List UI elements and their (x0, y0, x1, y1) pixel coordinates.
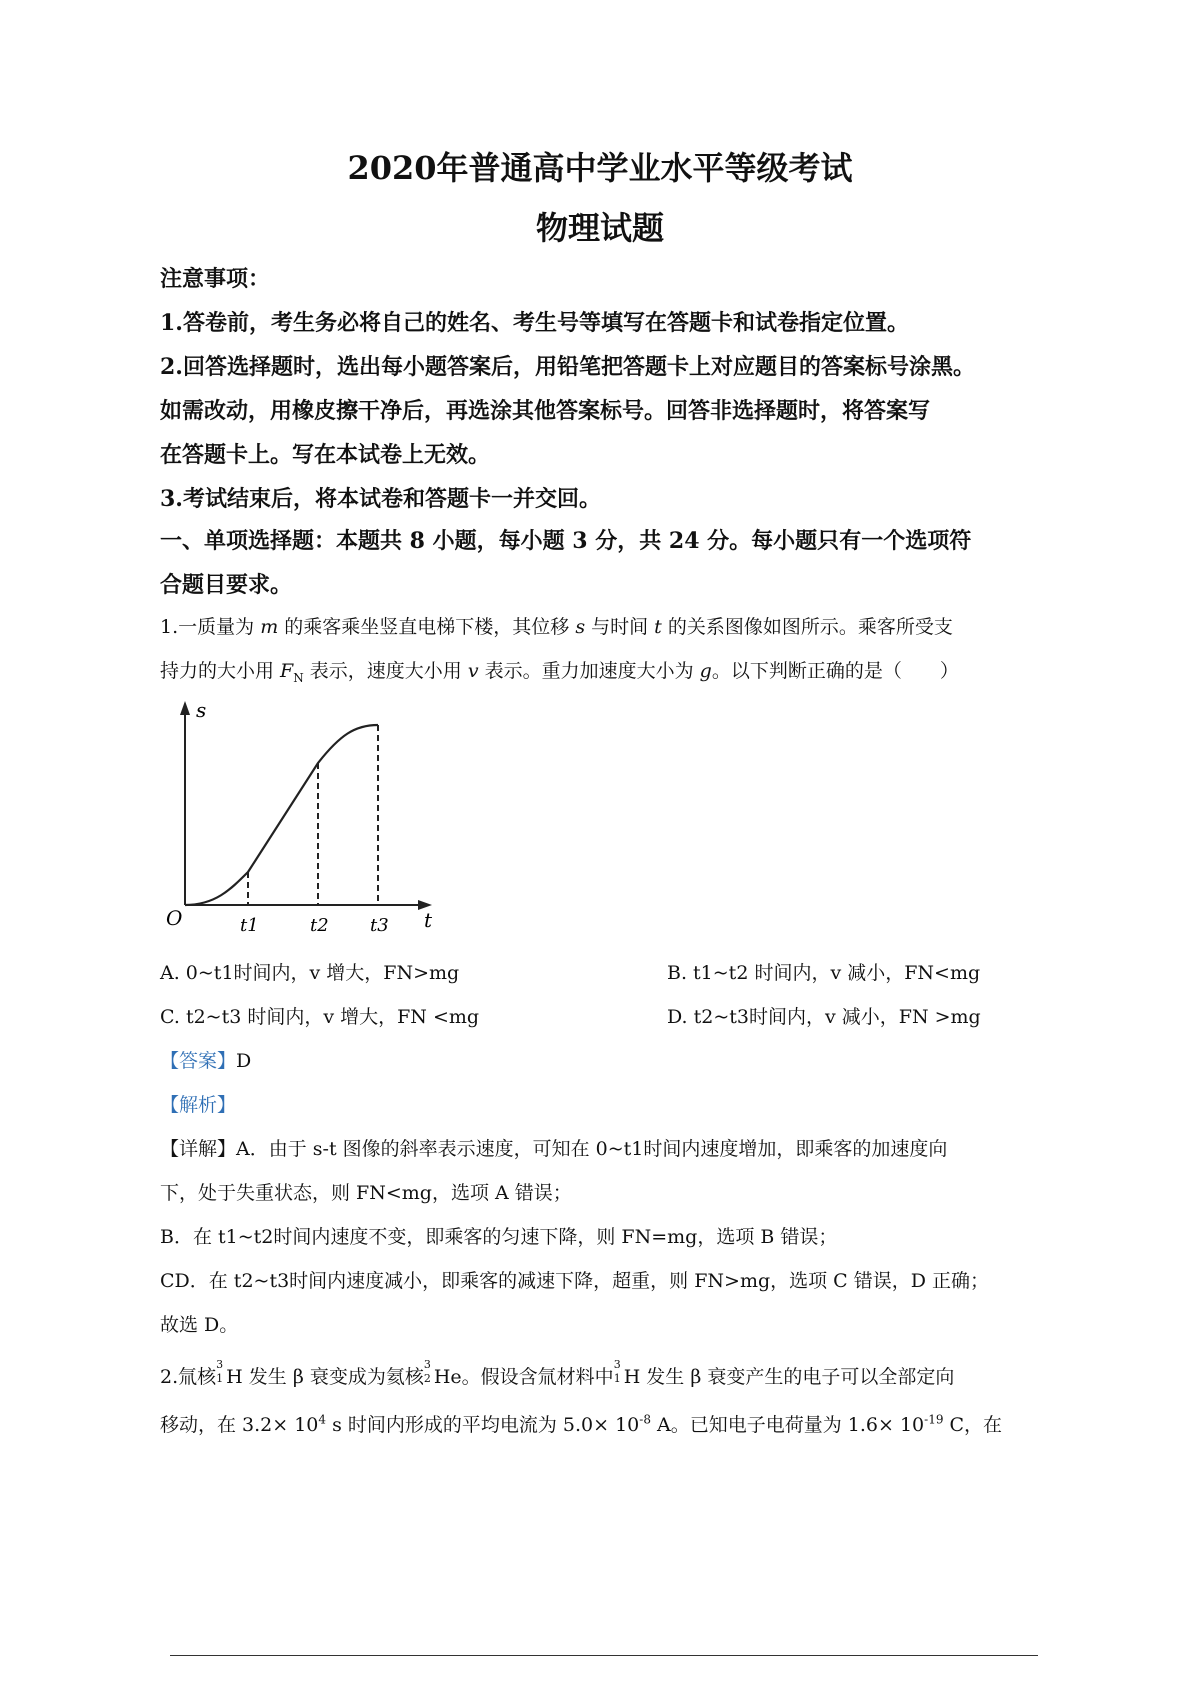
detail-line-3: B．在 t1~t2时间内速度不变，即乘客的匀速下降，则 FN=mg，选项 B 错误； (160, 1226, 838, 1248)
notice-item-2-line-2: 如需改动，用橡皮擦干净后，再选涂其他答案标号。回答非选择题时，将答案写 (160, 398, 931, 424)
q1-stem-line-2: 持力的大小用 $F_N$ 表示，速度大小用 v 表示。重力加速度大小为 g。以下判断正确的是（ ） (160, 660, 959, 685)
tritium-nuclide-2: 3 1 (613, 1358, 621, 1385)
y-axis-arrow-icon (180, 701, 190, 715)
detail-line-4: CD．在 t2~t3时间内速度减小，即乘客的减速下降，超重，则 FN>mg，选项 C 错误，D 正确； (160, 1270, 990, 1292)
answer-tag: 【答案】 (160, 1050, 237, 1072)
tick-label-t2: t2 (310, 915, 329, 936)
answer-line (160, 1046, 251, 1073)
helium-nuclide: 3 2 (423, 1358, 431, 1385)
x-axis-label: t (424, 908, 433, 932)
s-t-graph (160, 695, 450, 945)
notice-item-2-line-3: 在答题卡上。写在本试卷上无效。 (160, 442, 491, 468)
notice-item-2-line-1: 2.回答选择题时，选出每小题答案后，用铅笔把答题卡上对应题目的答案标号涂黑。 (160, 354, 975, 380)
detail-line-1: 【详解】A．由于 s-t 图像的斜率表示速度，可知在 0~t1时间内速度增加，即乘客的加速度向 (160, 1138, 948, 1160)
y-axis-label: s (196, 698, 207, 722)
tick-label-t1: t1 (240, 915, 259, 936)
option-c: C. t2~t3 时间内，v 增大，FN <mg (160, 1006, 480, 1028)
tick-label-t3: t3 (370, 915, 389, 936)
page-subtitle: 物理试题 (535, 209, 664, 247)
q1-stem-line-1: 1.一质量为 m 的乘客乘坐竖直电梯下楼，其位移 s 与时间 t 的关系图像如图所示。乘客所受支 (160, 616, 953, 638)
notice-item-3: 3.考试结束后，将本试卷和答题卡一并交回。 (160, 486, 601, 512)
section-heading-line-2: 合题目要求。 (160, 572, 293, 598)
option-d: D. t2~t3时间内，v 减小，FN >mg (667, 1006, 981, 1028)
q2-stem-line-1: 2.氚核 3 1 H 发生 β 衰变成为氦核 3 2 He。假设含氚材料中 3 1 H 发生 β 衰变产生的电子可以全部定向 (160, 1358, 955, 1388)
q2-stem-line-2: 移动，在 $3.2\times 10^4$ s 时间内形成的平均电流为 $5.0\times 10^{-8}$ A。已知电子电荷量为 $1.6\times 10^{-19}$ C，在 (160, 1412, 1003, 1436)
analysis-tag: 【解析】 (160, 1094, 237, 1116)
detail-line-2: 下，处于失重状态，则 FN<mg，选项 A 错误； (160, 1182, 572, 1204)
detail-line-5: 故选 D。 (160, 1314, 239, 1336)
page-title: 2020年普通高中学业水平等级考试 (347, 149, 853, 187)
notice-heading: 注意事项： (160, 266, 271, 292)
option-b: B. t1~t2 时间内，v 减小，FN<mg (667, 962, 981, 984)
option-a: A. 0~t1时间内，v 增大，FN>mg (160, 962, 460, 984)
origin-label: O (166, 906, 183, 930)
answer-value: D (236, 1050, 252, 1072)
s-t-curve (185, 725, 378, 905)
footer-rule (170, 1655, 1038, 1656)
section-heading-line-1: 一、单项选择题：本题共 8 小题，每小题 3 分，共 24 分。每小题只有一个选项符 (160, 528, 972, 554)
tritium-nuclide: 3 1 (216, 1358, 224, 1385)
notice-item-1: 1.答卷前，考生务必将自己的姓名、考生号等填写在答题卡和试卷指定位置。 (160, 310, 909, 336)
